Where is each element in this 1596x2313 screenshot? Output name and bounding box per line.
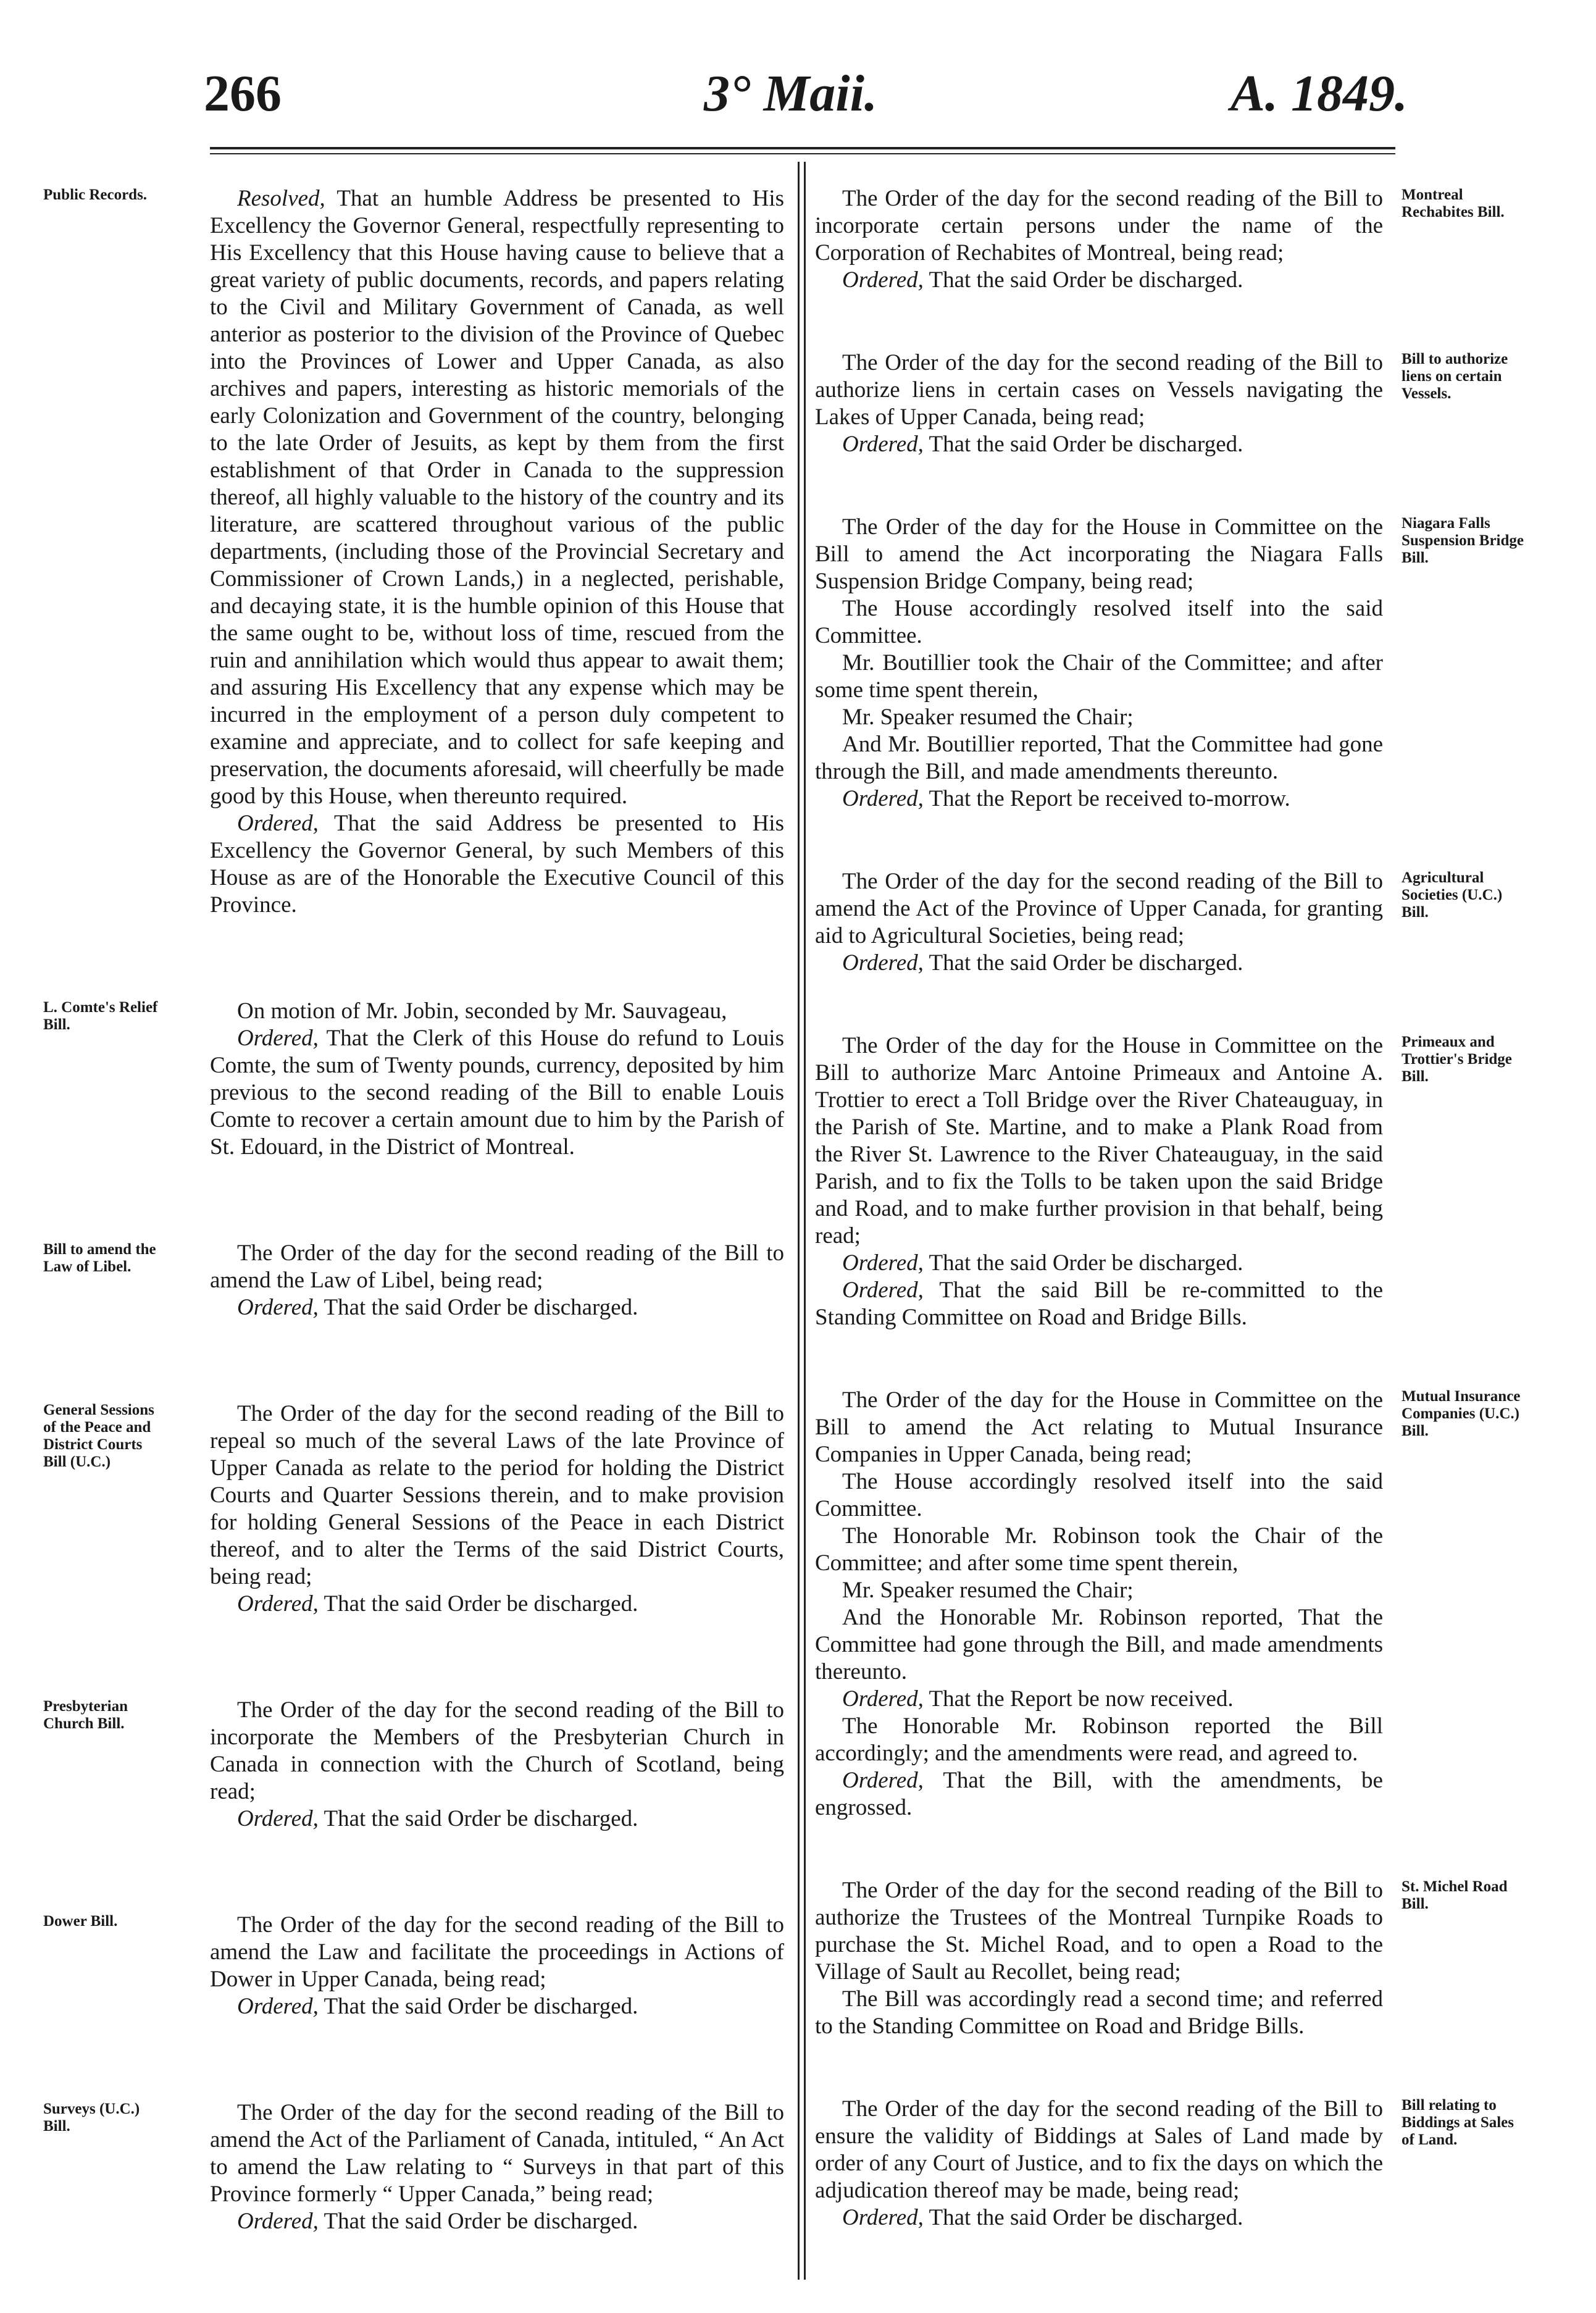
paragraph-text: And the Honorable Mr. Robinson reported, That the Committee had gone through the Bill, and made amendments thereunto. xyxy=(815,1605,1383,1684)
paragraph xyxy=(815,267,1383,294)
paragraph-text: The Order of the day for the second reading of the Bill to amend the Law of Libel, being read; xyxy=(210,1240,784,1293)
paragraph xyxy=(815,704,1383,731)
paragraph xyxy=(210,2099,784,2208)
paragraph xyxy=(815,595,1383,650)
paragraph-text: On motion of Mr. Jobin, seconded by Mr. Sauvageau, xyxy=(237,998,727,1024)
marginal-note: Agricultural Societies (U.C.) Bill. xyxy=(1402,869,1503,921)
paragraph xyxy=(815,1277,1383,1331)
paragraph-lead: Resolved, xyxy=(237,186,325,211)
marginal-note: General Sessions of the Peace and District Courts Bill (U.C.) xyxy=(43,1402,154,1470)
paragraph-lead: Ordered, xyxy=(842,432,924,457)
paragraph-text: That the said Order be discharged. xyxy=(929,1250,1243,1276)
paragraph-text: The Bill was accordingly read a second time; and referred to the Standing Committee on Road and Bridge Bills. xyxy=(815,1986,1383,2039)
marginal-note: Public Records. xyxy=(43,186,148,203)
paragraph-text: And Mr. Boutillier reported, That the Committee had gone through the Bill, and made amendments thereunto. xyxy=(815,732,1383,784)
paragraph xyxy=(815,1767,1383,1822)
header-rule-thin xyxy=(210,153,1395,154)
marginal-note: Bill to authorize liens on certain Vessels. xyxy=(1402,351,1508,402)
paragraph-text: That the said Order be discharged. xyxy=(324,1591,638,1617)
paragraph xyxy=(210,185,784,810)
paragraph xyxy=(815,1604,1383,1686)
paragraph xyxy=(210,1993,784,2020)
paragraph-lead: Ordered, xyxy=(842,1278,924,1303)
marginal-note: Mutual Insurance Companies (U.C.) Bill. xyxy=(1402,1388,1521,1439)
paragraph xyxy=(210,1240,784,1294)
marginal-note: Dower Bill. xyxy=(43,1913,118,1930)
paragraph-lead: Ordered, xyxy=(237,1994,319,2019)
paragraph-lead: Ordered, xyxy=(842,1686,924,1712)
paragraph-lead: Ordered, xyxy=(237,1806,319,1831)
right-entry xyxy=(815,868,1503,977)
left-entry xyxy=(43,1240,784,1321)
paragraph xyxy=(815,1986,1383,2040)
paragraph xyxy=(815,1032,1383,1250)
paragraph-text: The Honorable Mr. Robinson reported the Bill accordingly; and the amendments were read, and agreed to. xyxy=(815,1713,1383,1766)
right-entry xyxy=(815,349,1508,458)
paragraph-text: That the said Bill be re-committed to the Standing Committee on Road and Bridge Bills. xyxy=(815,1278,1383,1330)
paragraph-text: Mr. Speaker resumed the Chair; xyxy=(842,1578,1134,1603)
paragraph xyxy=(210,1025,784,1161)
marginal-note: Presbyterian Church Bill. xyxy=(43,1698,128,1732)
paragraph xyxy=(815,731,1383,785)
paragraph xyxy=(210,1912,784,1993)
right-entry xyxy=(815,185,1505,294)
paragraph-lead: Ordered, xyxy=(842,2205,924,2230)
paragraph-text: The Order of the day for the second reading of the Bill to incorporate the Members of the Presbyterian Church in Canada in connection with the Church of Scotland, being read; xyxy=(210,1697,784,1804)
paragraph-lead: Ordered, xyxy=(237,811,319,836)
paragraph-text: The Order of the day for the House in Committee on the Bill to authorize Marc Antoine Primeaux and Antoine A. Trottier to erect a Toll Bridge over the River Chateauguay, in the Parish of Ste. Martine, and to make a Plank Road from the River St. Lawrence to the River Chateauguay, in the said Parish, and to fix the Tolls to be taken upon the said Bridge and Road, and to make further provision in that behalf, being read; xyxy=(815,1033,1383,1249)
right-entry xyxy=(815,1032,1512,1331)
paragraph-text: That the said Order be discharged. xyxy=(929,2205,1243,2230)
marginal-note: Bill to amend the Law of Libel. xyxy=(43,1241,156,1275)
left-entry xyxy=(43,1912,784,2020)
paragraph xyxy=(815,431,1383,458)
left-entry xyxy=(43,998,784,1161)
paragraph xyxy=(815,1387,1383,1468)
paragraph-lead: Ordered, xyxy=(842,950,924,976)
page-date: 3° Maii. xyxy=(704,65,877,122)
marginal-note: Bill relating to Biddings at Sales of Land. xyxy=(1402,2097,1515,2148)
right-entry xyxy=(815,2096,1515,2231)
paragraph xyxy=(815,1250,1383,1277)
paragraph-text: The Order of the day for the second reading of the Bill to amend the Act of the Parliament of Canada, intituled, “ An Act to amend the Law relating to “ Surveys in that part of this Province formerly “ Upper Canada,” being read; xyxy=(210,2100,784,2207)
marginal-note: Niagara Falls Suspension Bridge Bill. xyxy=(1402,515,1524,566)
paragraph-text: That the Bill, with the amendments, be engrossed. xyxy=(815,1768,1383,1820)
column-divider-left xyxy=(798,162,800,2280)
paragraph xyxy=(210,1591,784,1618)
paragraph xyxy=(815,349,1383,431)
column-divider-right xyxy=(804,162,806,2280)
left-entry xyxy=(43,1697,784,1833)
paragraph xyxy=(815,1877,1383,1986)
page-header xyxy=(204,65,1408,136)
paragraph xyxy=(210,998,784,1025)
paragraph-text: That the Clerk of this House do refund to Louis Comte, the sum of Twenty pounds, currency, deposited by him previous to the second reading of the Bill to enable Louis Comte to recover a certain amount due to him by the Parish of St. Edouard, in the District of Montreal. xyxy=(210,1026,784,1160)
paragraph xyxy=(815,1713,1383,1767)
paragraph-text: The Order of the day for the second reading of the Bill to repeal so much of the several Laws of the late Province of Upper Canada as relate to the period for holding the District Courts and Quarter Sessions therein, and to make provision for holding General Sessions of the Peace in each District thereof, and to alter the Terms of the said District Courts, being read; xyxy=(210,1401,784,1589)
paragraph-text: That the Report be now received. xyxy=(929,1686,1234,1712)
marginal-note: St. Michel Road Bill. xyxy=(1402,1878,1508,1912)
paragraph xyxy=(815,514,1383,595)
paragraph-text: The Order of the day for the House in Committee on the Bill to amend the Act relating to Mutual Insurance Companies in Upper Canada, being read; xyxy=(815,1387,1383,1467)
paragraph xyxy=(210,2208,784,2235)
paragraph xyxy=(210,1697,784,1805)
paragraph-text: That the said Address be presented to His Excellency the Governor General, by such Members of this House as are of the Honorable the Executive Council of this Province. xyxy=(210,811,784,918)
paragraph xyxy=(815,2204,1383,2231)
paragraph-lead: Ordered, xyxy=(842,786,924,811)
paragraph-text: That the said Order be discharged. xyxy=(324,1994,638,2019)
paragraph-lead: Ordered, xyxy=(842,1768,924,1793)
right-column xyxy=(815,185,1524,2231)
paragraph-text: The Order of the day for the second reading of the Bill to amend the Act of the Province of Upper Canada, for granting aid to Agricultural Societies, being read; xyxy=(815,869,1383,948)
paragraph-text: The House accordingly resolved itself into the said Committee. xyxy=(815,1469,1383,1521)
paragraph-text: Mr. Speaker resumed the Chair; xyxy=(842,705,1134,730)
paragraph xyxy=(815,950,1383,977)
left-entry xyxy=(43,1400,784,1618)
paragraph-lead: Ordered, xyxy=(237,1295,319,1320)
paragraph xyxy=(815,650,1383,704)
paragraph-text: That the said Order be discharged. xyxy=(929,432,1243,457)
marginal-note: Primeaux and Trottier's Bridge Bill. xyxy=(1402,1034,1512,1085)
page-number: 266 xyxy=(204,65,282,122)
page-year: A. 1849. xyxy=(1230,65,1408,122)
paragraph-lead: Ordered, xyxy=(237,2209,319,2234)
paragraph xyxy=(815,1523,1383,1577)
paragraph xyxy=(815,2096,1383,2204)
paragraph xyxy=(815,785,1383,813)
paragraph-text: That the said Order be discharged. xyxy=(929,950,1243,976)
paragraph-text: The Order of the day for the second reading of the Bill to authorize liens in certain cases on Vessels navigating the Lakes of Upper Canada, being read; xyxy=(815,350,1383,430)
paragraph-text: The House accordingly resolved itself into the said Committee. xyxy=(815,596,1383,648)
marginal-note: Montreal Rechabites Bill. xyxy=(1402,186,1505,220)
paragraph-text: The Honorable Mr. Robinson took the Chair of the Committee; and after some time spent therein, xyxy=(815,1523,1383,1576)
paragraph-lead: Ordered, xyxy=(237,1026,319,1051)
paragraph-text: Mr. Boutillier took the Chair of the Committee; and after some time spent therein, xyxy=(815,650,1383,703)
left-entry xyxy=(43,185,784,919)
paragraph-text: That the Report be received to-morrow. xyxy=(929,786,1290,811)
right-entry xyxy=(815,1877,1508,2040)
paragraph-text: The Order of the day for the second reading of the Bill to ensure the validity of Biddings at Sales of Land made by order of any Court of Justice, and to fix the days on which the adjudication thereof may be made, being read; xyxy=(815,2096,1383,2203)
right-entry xyxy=(815,514,1524,813)
paragraph-text: That an humble Address be presented to His Excellency the Governor General, respectfully representing to His Excellency that this House having cause to believe that a great variety of public documents, records, and papers relating to the Civil and Military Government of Canada, as well anterior as posterior to the division of the Province of Quebec into the Provinces of Lower and Upper Canada, as also archives and papers, interesting as historic memorials of the early Colonization and Government of the country, belonging to the late Order of Jesuits, as kept by them from the first establishment of that Order in Canada to the suppression thereof, all highly valuable to the history of the country and its literature, are scattered throughout various of the public departments, (including those of the Provincial Secretary and Commissioner of Crown Lands,) in a neglected, perishable, and decaying state, it is the humble opinion of this House that the same ought to be, without loss of time, rescued from the ruin and annihilation which would thus appear to await them; and assuring His Excellency that any expense which may be incurred in the employment of a person duly competent to examine and appreciate, and to collect for safe keeping and preservation, the documents aforesaid, will cheerfully be made good by this House, when thereunto required. xyxy=(210,186,784,809)
paragraph xyxy=(815,185,1383,267)
marginal-note: L. Comte's Relief Bill. xyxy=(43,999,158,1033)
right-entry xyxy=(815,1387,1521,1822)
paragraph-lead: Ordered, xyxy=(842,1250,924,1276)
paragraph xyxy=(210,1400,784,1591)
paragraph-text: The Order of the day for the House in Committee on the Bill to amend the Act incorporating the Niagara Falls Suspension Bridge Company, being read; xyxy=(815,514,1383,594)
marginal-note: Surveys (U.C.) Bill. xyxy=(43,2101,140,2135)
paragraph xyxy=(210,1294,784,1321)
paragraph xyxy=(815,1577,1383,1604)
paragraph-text: The Order of the day for the second reading of the Bill to authorize the Trustees of the Montreal Turnpike Roads to purchase the St. Michel Road, and to open a Road to the Village of Sault au Recollet, being read; xyxy=(815,1878,1383,1985)
paragraph xyxy=(210,810,784,919)
paragraph xyxy=(815,1686,1383,1713)
paragraph-lead: Ordered, xyxy=(842,267,924,293)
left-entry xyxy=(43,2099,784,2235)
left-column xyxy=(43,185,784,2235)
paragraph-text: The Order of the day for the second reading of the Bill to amend the Law and facilitate the proceedings in Actions of Dower in Upper Canada, being read; xyxy=(210,1912,784,1992)
paragraph xyxy=(210,1805,784,1833)
paragraph xyxy=(815,868,1383,950)
paragraph-text: That the said Order be discharged. xyxy=(929,267,1243,293)
paragraph-text: That the said Order be discharged. xyxy=(324,1295,638,1320)
paragraph-text: That the said Order be discharged. xyxy=(324,2209,638,2234)
paragraph-lead: Ordered, xyxy=(237,1591,319,1617)
paragraph-text: The Order of the day for the second reading of the Bill to incorporate certain persons under the name of the Corporation of Rechabites of Montreal, being read; xyxy=(815,186,1383,266)
paragraph xyxy=(815,1468,1383,1523)
header-rule-thick xyxy=(210,147,1395,149)
paragraph-text: That the said Order be discharged. xyxy=(324,1806,638,1831)
